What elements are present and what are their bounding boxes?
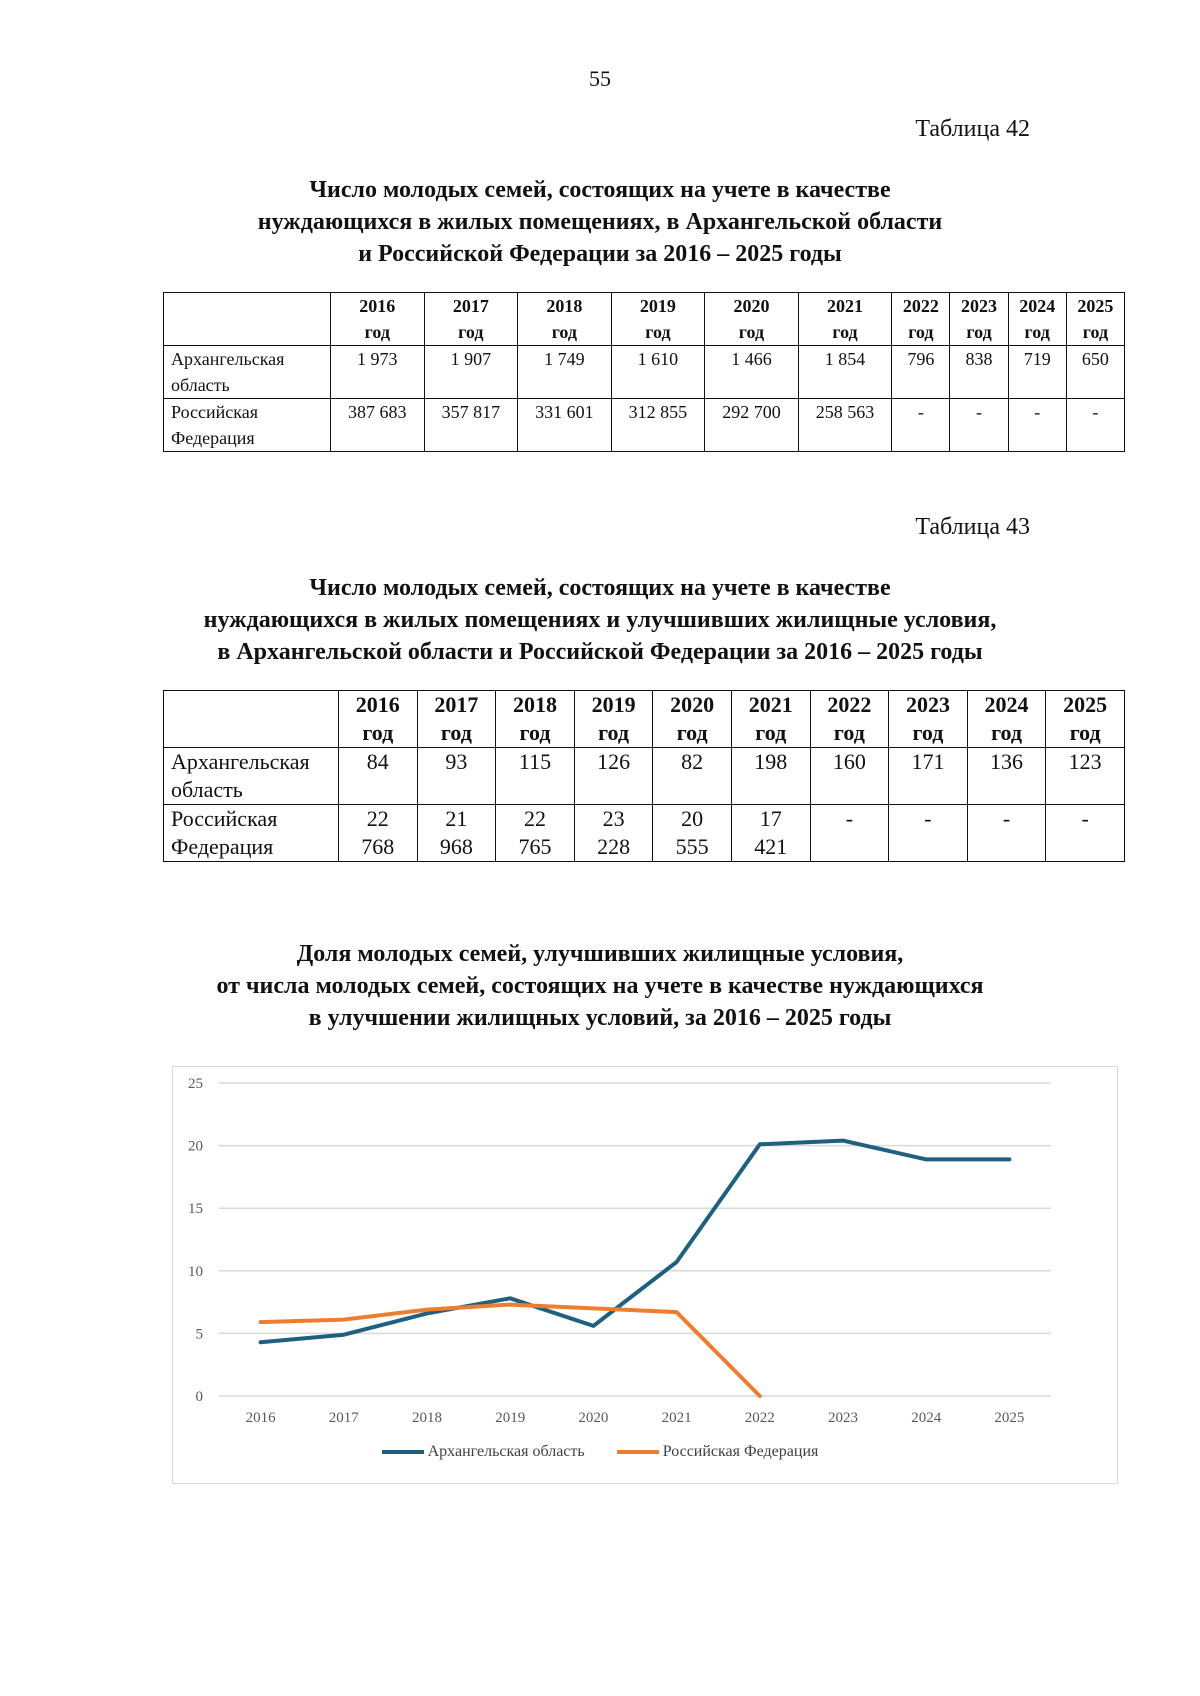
table-43-title-line: Число молодых семей, состоящих на учете в качестве [309, 575, 891, 601]
column-year: 2024 [1019, 296, 1056, 316]
column-year: 2017 [434, 692, 479, 717]
line-chart-svg [173, 1067, 1119, 1485]
column-header [339, 691, 418, 748]
cell-line: 21 [445, 806, 468, 831]
table-43-title [150, 572, 1050, 668]
table-cell [611, 346, 705, 399]
x-tick-label: 2020 [578, 1410, 609, 1426]
cell-line: 1 854 [824, 349, 866, 369]
cell-line: - [1002, 806, 1011, 831]
column-unit: год [598, 720, 630, 745]
table-cell [810, 748, 889, 805]
column-year: 2019 [639, 296, 676, 316]
column-year: 2019 [591, 692, 636, 717]
table-cell [611, 399, 705, 452]
cell-line: 93 [445, 749, 468, 774]
table-cell [424, 346, 518, 399]
table-cell [518, 399, 612, 452]
table-cell [339, 748, 418, 805]
column-year: 2022 [902, 296, 939, 316]
table-43 [163, 690, 1125, 862]
column-header [417, 691, 496, 748]
table-cell [705, 399, 799, 452]
column-unit: год [364, 322, 390, 342]
y-tick-label: 0 [195, 1389, 203, 1405]
cell-line: 765 [518, 834, 552, 859]
cell-line: 1 907 [450, 349, 492, 369]
column-unit: год [912, 720, 944, 745]
table-cell [574, 805, 653, 862]
column-unit: год [833, 720, 865, 745]
chart-heading-line: в улучшении жилищных условий, за 2016 – 2025 годы [308, 1005, 892, 1031]
cell-line: 22 [366, 806, 389, 831]
column-unit: год [440, 720, 472, 745]
row-header-line: область [171, 777, 243, 802]
column-unit: год [908, 322, 934, 342]
table-cell [417, 805, 496, 862]
x-tick-label: 2016 [245, 1410, 276, 1426]
table-cell [810, 805, 889, 862]
column-unit: год [832, 322, 858, 342]
column-header [892, 293, 950, 346]
column-header [424, 293, 518, 346]
table-cell [1046, 748, 1125, 805]
table-cell [798, 346, 892, 399]
column-header [653, 691, 732, 748]
chart-heading-line: от числа молодых семей, состоящих на учете в качестве нуждающихся [216, 973, 984, 999]
table-cell [653, 805, 732, 862]
column-header [889, 691, 968, 748]
page-number: 55 [589, 66, 611, 91]
cell-line: 387 683 [348, 402, 407, 422]
cell-line: - [917, 402, 924, 422]
legend-swatch [617, 1450, 659, 1454]
cell-line: 331 601 [535, 402, 594, 422]
column-header [496, 691, 575, 748]
table-row [164, 748, 1125, 805]
table-cell [1046, 805, 1125, 862]
table-cell [331, 346, 425, 399]
chart-heading-line: Доля молодых семей, улучшивших жилищные условия, [296, 941, 904, 967]
column-header [1008, 293, 1066, 346]
column-unit: год [519, 720, 551, 745]
series-line-2 [261, 1305, 760, 1396]
cell-line: - [1034, 402, 1041, 422]
x-tick-label: 2021 [661, 1410, 692, 1426]
table-42-label: Таблица 42 [915, 116, 1030, 142]
column-year: 2025 [1063, 692, 1108, 717]
y-tick-label: 25 [188, 1076, 203, 1092]
column-unit: год [362, 720, 394, 745]
y-tick-label: 20 [188, 1138, 203, 1155]
table-cell [705, 346, 799, 399]
column-unit: год [755, 720, 787, 745]
column-year: 2022 [827, 692, 872, 717]
chart-heading [150, 938, 1050, 1034]
column-year: 2025 [1077, 296, 1114, 316]
x-tick-label: 2024 [911, 1410, 942, 1426]
row-header [164, 346, 331, 399]
corner-cell [164, 691, 339, 748]
column-year: 2024 [984, 692, 1029, 717]
table-cell [889, 748, 968, 805]
table-cell [653, 748, 732, 805]
column-year: 2018 [512, 692, 557, 717]
cell-line: 421 [754, 834, 788, 859]
legend-swatch [382, 1450, 424, 1454]
cell-line: - [976, 402, 983, 422]
cell-line: 555 [675, 834, 709, 859]
cell-line: 228 [597, 834, 631, 859]
table-cell [496, 748, 575, 805]
row-header-line: область [171, 375, 230, 395]
table-header-row [164, 691, 1125, 748]
cell-line: 292 700 [722, 402, 781, 422]
column-year: 2023 [961, 296, 998, 316]
cell-line: 17 [759, 806, 782, 831]
column-year: 2016 [355, 692, 400, 717]
legend-item [382, 1443, 585, 1461]
table-cell [731, 805, 810, 862]
column-year: 2016 [359, 296, 396, 316]
column-unit: год [1069, 720, 1101, 745]
table-cell [518, 346, 612, 399]
table-cell [424, 399, 518, 452]
cell-line: 160 [832, 749, 866, 774]
table-cell [798, 399, 892, 452]
column-year: 2021 [827, 296, 863, 316]
table-42-title-line: Число молодых семей, состоящих на учете в качестве [309, 177, 891, 203]
table-cell [950, 399, 1008, 452]
column-header [798, 293, 892, 346]
column-header [331, 293, 425, 346]
table-42-title-line: нуждающихся в жилых помещениях, в Архангельской области [257, 209, 943, 235]
chart-legend [0, 1443, 1200, 1461]
line-chart [172, 1066, 1118, 1484]
x-tick-label: 2023 [828, 1410, 858, 1426]
column-header [950, 293, 1008, 346]
table-42 [163, 292, 1125, 452]
cell-line: 968 [439, 834, 473, 859]
table-row [164, 346, 1125, 399]
x-tick-label: 2017 [328, 1410, 359, 1426]
cell-line: 357 817 [441, 402, 501, 422]
table-row [164, 399, 1125, 452]
cell-line: 123 [1068, 749, 1102, 774]
column-header [518, 293, 612, 346]
table-cell [1008, 346, 1066, 399]
x-tick-label: 2019 [495, 1410, 526, 1426]
column-year: 2020 [733, 296, 770, 316]
x-tick-label: 2025 [994, 1410, 1025, 1426]
table-cell [331, 399, 425, 452]
x-tick-label: 2018 [412, 1410, 442, 1426]
cell-line: 23 [602, 806, 625, 831]
column-year: 2021 [748, 692, 793, 717]
column-unit: год [966, 322, 992, 342]
table-cell [574, 748, 653, 805]
table-42-title-line: и Российской Федерации за 2016 – 2025 годы [358, 241, 842, 267]
row-header-line: Федерация [171, 428, 255, 448]
column-unit: год [551, 322, 578, 342]
cell-line: 82 [681, 749, 704, 774]
row-header-line: Архангельская [171, 349, 285, 369]
cell-line: 650 [1081, 349, 1109, 369]
cell-line: - [924, 806, 932, 831]
cell-line: 1 466 [731, 349, 772, 369]
cell-line: 22 [523, 806, 546, 831]
row-header [164, 805, 339, 862]
cell-line: 84 [366, 749, 389, 774]
column-unit: год [458, 322, 484, 342]
column-header [1066, 293, 1124, 346]
cell-line: 796 [907, 349, 935, 369]
column-unit: год [1082, 322, 1109, 342]
column-header [967, 691, 1046, 748]
row-header [164, 748, 339, 805]
column-unit: год [738, 322, 765, 342]
cell-line: 838 [965, 349, 993, 369]
column-header [1046, 691, 1125, 748]
table-cell [1066, 346, 1124, 399]
column-header [810, 691, 889, 748]
legend-label: Российская Федерация [662, 1443, 819, 1460]
y-tick-label: 10 [188, 1263, 203, 1280]
table-cell [339, 805, 418, 862]
column-unit: год [1024, 322, 1050, 342]
table-42-title [150, 174, 1050, 270]
cell-line: - [845, 806, 854, 831]
table-cell [950, 346, 1008, 399]
table-cell [496, 805, 575, 862]
cell-line: 126 [597, 749, 631, 774]
cell-line: - [1081, 806, 1089, 831]
table-cell [1008, 399, 1066, 452]
cell-line: 719 [1023, 349, 1051, 369]
table-row [164, 805, 1125, 862]
column-unit: год [645, 322, 671, 342]
corner-cell [164, 293, 331, 346]
cell-line: 1 973 [357, 349, 398, 369]
y-tick-label: 15 [188, 1201, 203, 1218]
column-year: 2023 [905, 692, 950, 717]
table-cell [967, 805, 1046, 862]
y-tick-label: 5 [195, 1326, 203, 1343]
row-header-line: Российская [171, 402, 258, 422]
cell-line: 1 749 [544, 349, 585, 369]
x-tick-label: 2022 [744, 1410, 775, 1426]
column-unit: год [676, 720, 708, 745]
row-header-line: Федерация [171, 834, 274, 859]
column-header [705, 293, 799, 346]
cell-line: 258 563 [815, 402, 875, 422]
column-header [611, 293, 705, 346]
table-cell [967, 748, 1046, 805]
row-header-line: Российская [171, 806, 278, 831]
cell-line: 312 855 [628, 402, 688, 422]
column-unit: год [991, 720, 1023, 745]
cell-line: 768 [361, 834, 395, 859]
table-43-label: Таблица 43 [915, 514, 1030, 540]
table-cell [892, 399, 950, 452]
table-header-row [164, 293, 1125, 346]
table-43-title-line: нуждающихся в жилых помещениях и улучшивших жилищные условия, [203, 607, 997, 633]
table-cell [417, 748, 496, 805]
cell-line: 136 [990, 749, 1024, 774]
cell-line: 198 [754, 749, 788, 774]
table-cell [889, 805, 968, 862]
column-header [731, 691, 810, 748]
legend-label: Архангельская область [427, 1443, 585, 1460]
table-cell [731, 748, 810, 805]
legend-item [617, 1443, 819, 1461]
row-header-line: Архангельская [171, 749, 310, 774]
cell-line: 171 [911, 749, 945, 774]
row-header [164, 399, 331, 452]
column-year: 2017 [452, 296, 489, 316]
cell-line: 115 [518, 749, 552, 774]
cell-line: 1 610 [637, 349, 679, 369]
column-year: 2018 [546, 296, 583, 316]
table-cell [1066, 399, 1124, 452]
cell-line: 20 [681, 806, 704, 831]
table-43-title-line: в Архангельской области и Российской Федерации за 2016 – 2025 годы [217, 639, 983, 665]
column-year: 2020 [670, 692, 715, 717]
table-cell [892, 346, 950, 399]
column-header [574, 691, 653, 748]
cell-line: - [1092, 402, 1099, 422]
